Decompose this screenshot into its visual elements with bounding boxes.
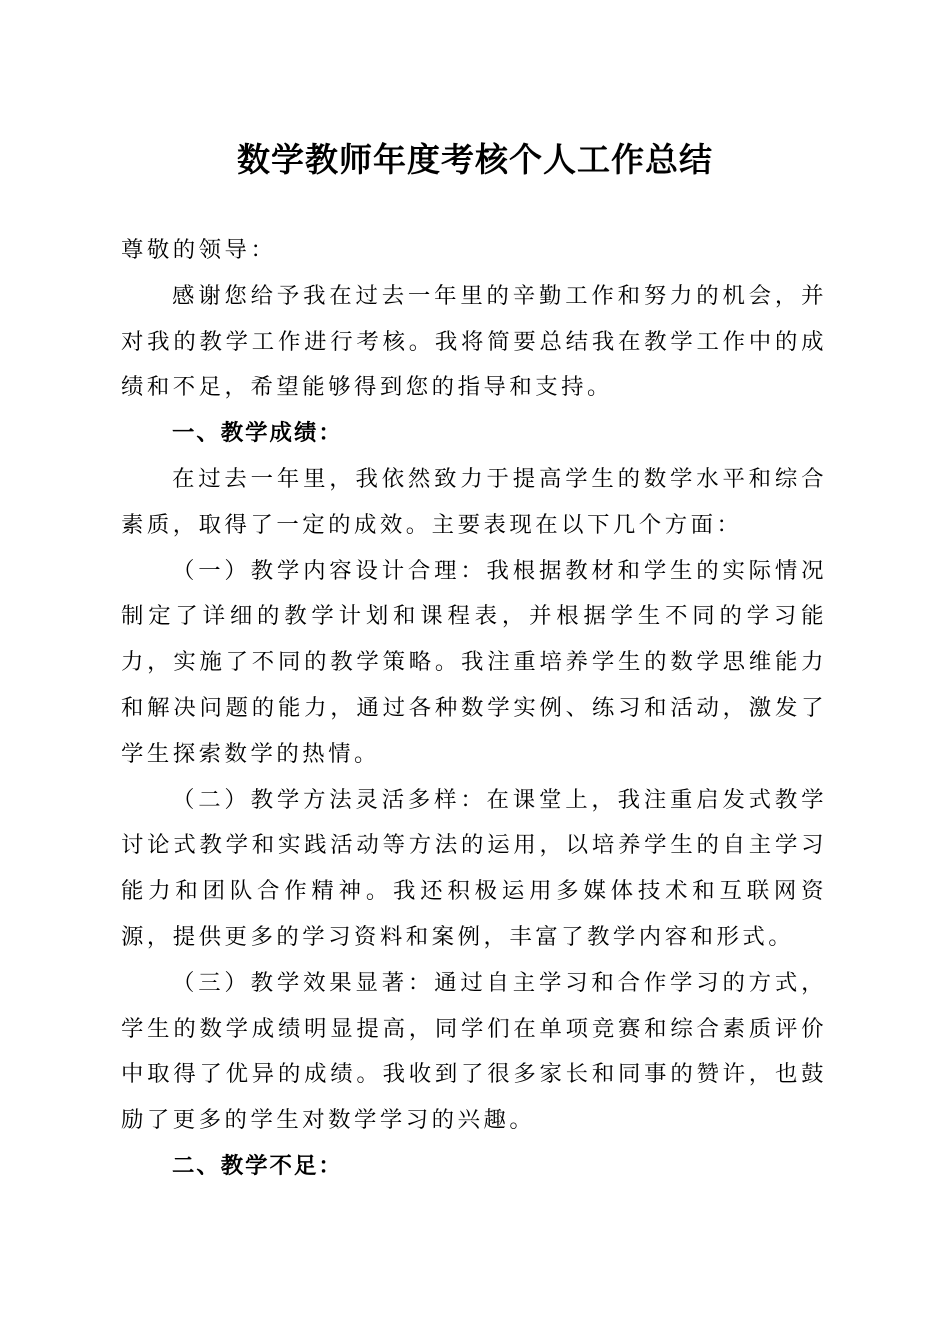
document-body — [121, 228, 827, 1190]
section-heading-shortcomings: 二、教学不足： — [172, 1152, 343, 1179]
section-heading-achievements: 一、教学成绩： — [172, 420, 343, 447]
achievement-item-2: （二）教学方法灵活多样：在课堂上，我注重启发式教学讨论式教学和实践活动等方法的运用，以培养学生的自主学习能力和团队合作精神。我还积极运用多媒体技术和互联网资源，提供更多的学习资料和案例，丰富了教学内容和形式。 — [121, 786, 827, 950]
achievement-item-1: （一）教学内容设计合理：我根据教材和学生的实际情况制定了详细的教学计划和课程表，并根据学生不同的学习能力，实施了不同的教学策略。我注重培养学生的数学思维能力和解决问题的能力，通过各种数学实例、练习和活动，激发了学生探索数学的热情。 — [121, 557, 827, 767]
achievement-item-3: （三）教学效果显著：通过自主学习和合作学习的方式，学生的数学成绩明显提高，同学们在单项竞赛和综合素质评价中取得了优异的成绩。我收到了很多家长和同事的赞许，也鼓励了更多的学生对数学学习的兴趣。 — [121, 969, 827, 1134]
section-intro-paragraph: 在过去一年里，我依然致力于提高学生的数学水平和综合素质，取得了一定的成效。主要表现在以下几个方面： — [121, 465, 827, 538]
salutation: 尊敬的领导： — [121, 237, 277, 263]
intro-paragraph: 感谢您给予我在过去一年里的辛勤工作和努力的机会，并对我的教学工作进行考核。我将简要总结我在教学工作中的成绩和不足，希望能够得到您的指导和支持。 — [121, 282, 827, 401]
document-title: 数学教师年度考核个人工作总结 — [237, 140, 713, 179]
